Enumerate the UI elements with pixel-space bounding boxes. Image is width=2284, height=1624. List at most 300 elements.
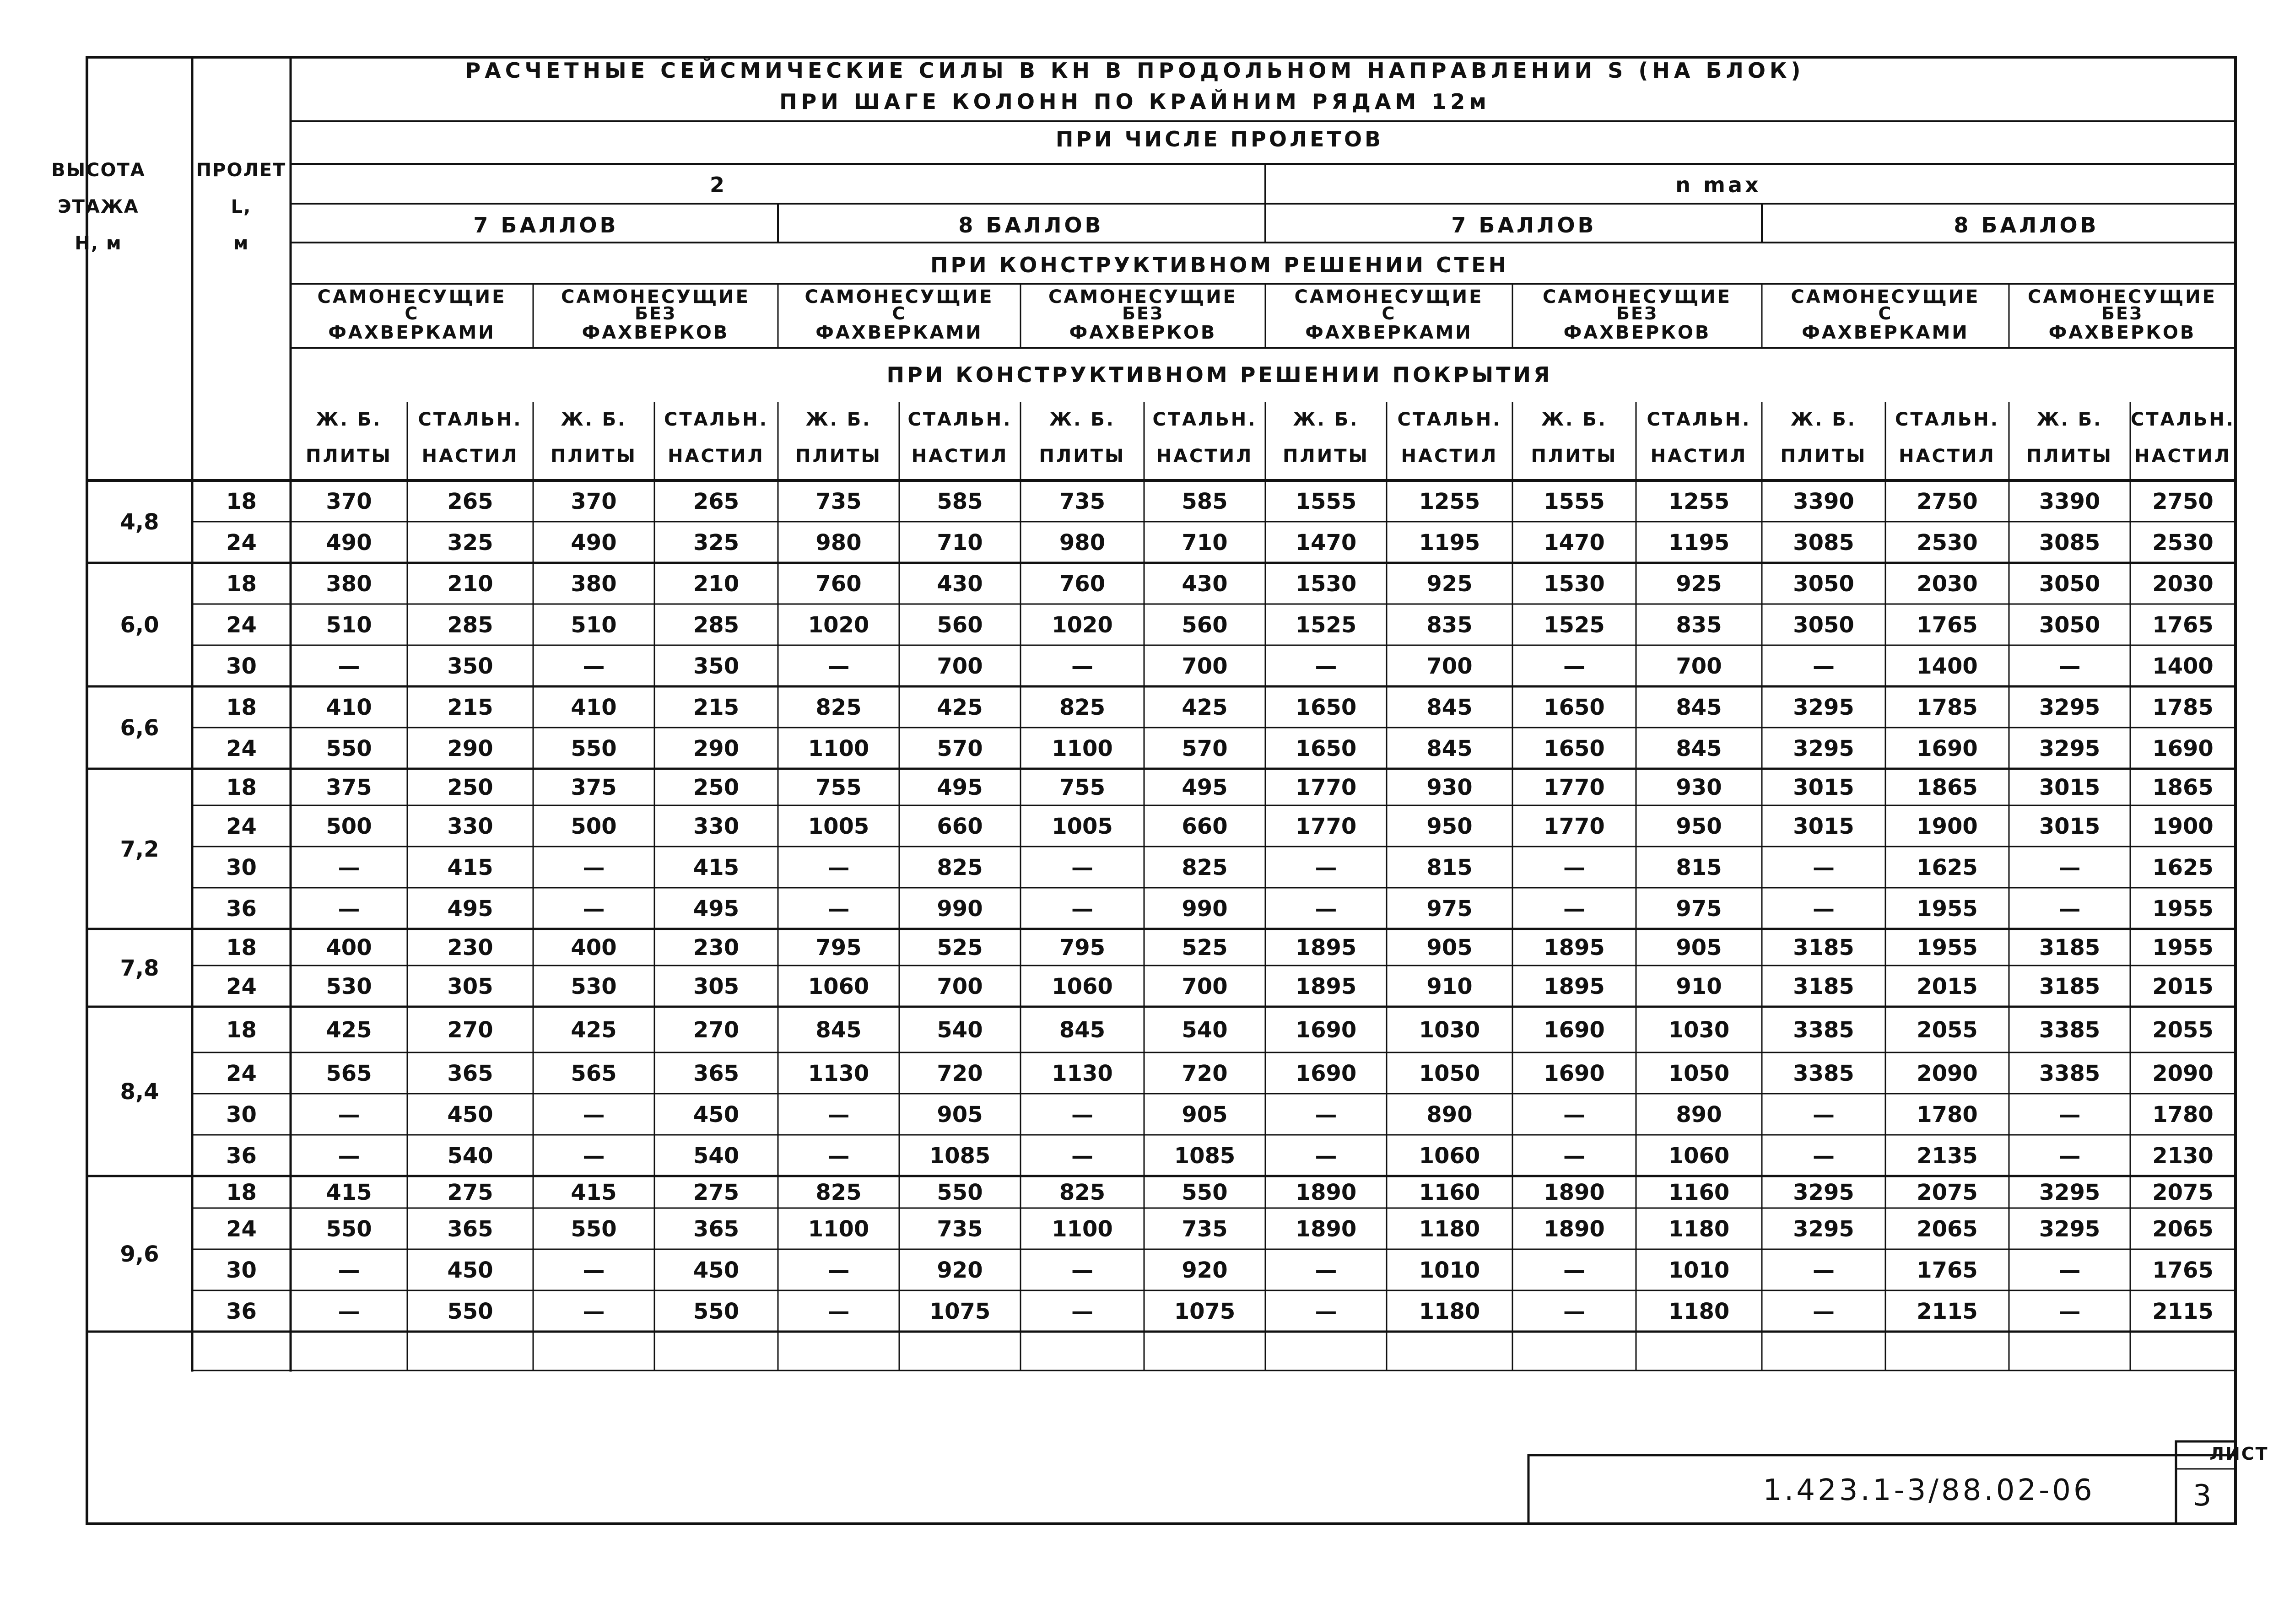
table-cell: 1900: [1917, 814, 1978, 839]
table-cell: 1890: [1295, 1180, 1357, 1205]
table-cell: 1765: [2152, 612, 2214, 638]
table-cell: 710: [937, 530, 983, 556]
roof-type-sublabel: НАСТИЛ: [1401, 446, 1498, 467]
table-cell: —: [1071, 1299, 1093, 1324]
table-cell: 795: [815, 935, 862, 960]
table-cell: 425: [937, 695, 983, 720]
table-cell: 905: [1676, 935, 1722, 960]
table-cell: 230: [447, 935, 493, 960]
table-cell: 920: [937, 1257, 983, 1283]
table-cell: 825: [1059, 1180, 1106, 1205]
table-cell: 2055: [2152, 1017, 2214, 1043]
table-cell: 735: [1182, 1216, 1228, 1242]
span-value: 36: [226, 896, 257, 922]
table-cell: —: [1563, 1143, 1585, 1169]
table-cell: 585: [937, 489, 983, 514]
drawing-code: 1.423.1-3/88.02-06: [1763, 1473, 2095, 1507]
table-cell: 540: [1182, 1017, 1228, 1043]
table-cell: —: [2058, 1257, 2081, 1283]
table-cell: 2530: [1917, 530, 1978, 556]
table-cell: 815: [1676, 855, 1722, 880]
table-cell: 415: [447, 855, 493, 880]
table-cell: 375: [571, 775, 617, 800]
table-cell: 760: [815, 571, 862, 597]
table-cell: 3185: [2039, 974, 2100, 999]
roof-type-sublabel: ПЛИТЫ: [1780, 446, 1867, 467]
wall-type-title: САМОНЕСУЩИЕ: [1791, 286, 1980, 308]
table-cell: 305: [693, 974, 740, 999]
table-cell: 1060: [1668, 1143, 1730, 1169]
span-value: 18: [226, 1180, 257, 1205]
table-cell: 845: [1426, 695, 1473, 720]
table-cell: —: [583, 1102, 605, 1128]
table-cell: —: [1813, 1257, 1835, 1283]
table-cell: 1010: [1668, 1257, 1730, 1283]
table-cell: 1765: [1917, 1257, 1978, 1283]
table-cell: 700: [1182, 653, 1228, 679]
table-cell: 1060: [1419, 1143, 1480, 1169]
span-value: 18: [226, 489, 257, 514]
span-header-line2: L,: [231, 196, 252, 217]
wall-type-framing: ФАХВЕРКОВ: [1069, 322, 1217, 343]
table-cell: 3185: [2039, 935, 2100, 960]
table-cell: 845: [1676, 736, 1722, 761]
table-cell: 2075: [1917, 1180, 1978, 1205]
table-cell: 1030: [1419, 1017, 1480, 1043]
table-cell: —: [1315, 855, 1337, 880]
table-cell: 415: [693, 855, 740, 880]
span-value: 18: [226, 775, 257, 800]
table-cell: 3085: [2039, 530, 2100, 556]
table-cell: 1650: [1295, 736, 1357, 761]
table-cell: 550: [1182, 1180, 1228, 1205]
table-cell: 365: [447, 1216, 493, 1242]
table-cell: 550: [326, 1216, 372, 1242]
table-cell: 450: [693, 1102, 740, 1128]
table-cell: —: [827, 653, 850, 679]
table-cell: 1005: [808, 814, 869, 839]
table-cell: 825: [815, 1180, 862, 1205]
table-cell: 1650: [1295, 695, 1357, 720]
table-cell: 375: [326, 775, 372, 800]
table-cell: 500: [571, 814, 617, 839]
roof-type-sublabel: ПЛИТЫ: [306, 446, 392, 467]
table-cell: 795: [1059, 935, 1106, 960]
table-cell: 890: [1676, 1102, 1722, 1128]
table-cell: 425: [326, 1017, 372, 1043]
table-cell: 2030: [1917, 571, 1978, 597]
table-cell: 980: [1059, 530, 1106, 556]
table-cell: 2130: [2152, 1143, 2214, 1169]
table-cell: 735: [815, 489, 862, 514]
table-cell: 1100: [808, 736, 869, 761]
table-cell: 380: [326, 571, 372, 597]
table-cell: —: [827, 855, 850, 880]
span-value: 18: [226, 1017, 257, 1043]
table-cell: —: [1563, 896, 1585, 922]
table-cell: 720: [937, 1061, 983, 1086]
table-cell: 3185: [1793, 974, 1854, 999]
roof-type-label: СТАЛЬН.: [664, 409, 768, 430]
table-cell: 950: [1426, 814, 1473, 839]
roof-type-sublabel: НАСТИЛ: [2134, 446, 2231, 467]
table-cell: 490: [571, 530, 617, 556]
table-cell: 1895: [1295, 974, 1357, 999]
table-cell: 550: [937, 1180, 983, 1205]
table-cell: 3015: [1793, 814, 1854, 839]
height-value: 4,8: [120, 509, 159, 535]
table-cell: 1010: [1419, 1257, 1480, 1283]
table-cell: 735: [937, 1216, 983, 1242]
table-cell: 1690: [1917, 736, 1978, 761]
table-body: [120, 489, 2213, 1324]
table-cell: 1785: [1917, 695, 1978, 720]
table-cell: —: [1071, 855, 1093, 880]
table-cell: 210: [693, 571, 740, 597]
span-value: 24: [226, 530, 257, 556]
table-cell: —: [1563, 1102, 1585, 1128]
table-cell: —: [1563, 653, 1585, 679]
table-cell: 1765: [2152, 1257, 2214, 1283]
roof-type-sublabel: НАСТИЛ: [1650, 446, 1748, 467]
table-cell: 3390: [2039, 489, 2100, 514]
table-cell: 1890: [1544, 1216, 1605, 1242]
table-cell: —: [1071, 653, 1093, 679]
table-cell: —: [2058, 1299, 2081, 1324]
span-value: 24: [226, 612, 257, 638]
table-cell: 700: [937, 974, 983, 999]
table-cell: 1770: [1295, 814, 1357, 839]
table-cell: 540: [447, 1143, 493, 1169]
table-cell: 330: [693, 814, 740, 839]
table-cell: 1690: [1544, 1017, 1605, 1043]
table-cell: 265: [693, 489, 740, 514]
table-cell: 980: [815, 530, 862, 556]
table-cell: 3295: [2039, 736, 2100, 761]
table-cell: 250: [447, 775, 493, 800]
table-cell: 905: [1182, 1102, 1228, 1128]
intensity-8-group-nmax: 8 БАЛЛОВ: [1954, 213, 2099, 237]
table-cell: 1470: [1544, 530, 1605, 556]
roof-type-label: Ж. Б.: [805, 409, 872, 430]
table-cell: —: [827, 1299, 850, 1324]
table-cell: 700: [1426, 653, 1473, 679]
table-cell: 525: [937, 935, 983, 960]
roof-type-sublabel: ПЛИТЫ: [1283, 446, 1369, 467]
table-cell: 450: [693, 1257, 740, 1283]
roof-type-sublabel: ПЛИТЫ: [1039, 446, 1126, 467]
wall-type-preposition: С: [405, 303, 419, 324]
wall-type-title: САМОНЕСУЩИЕ: [317, 286, 507, 308]
table-cell: 495: [937, 775, 983, 800]
wall-type-title: САМОНЕСУЩИЕ: [805, 286, 994, 308]
table-cell: 3385: [1793, 1017, 1854, 1043]
table-cell: 1690: [1295, 1061, 1357, 1086]
table-cell: 2090: [1917, 1061, 1978, 1086]
table-cell: 700: [937, 653, 983, 679]
table-cell: 925: [1426, 571, 1473, 597]
wall-type-framing: ФАХВЕРКАМИ: [815, 322, 983, 343]
table-cell: 1020: [1052, 612, 1113, 638]
table-cell: 1030: [1668, 1017, 1730, 1043]
table-cell: —: [827, 1143, 850, 1169]
table-cell: 1690: [1295, 1017, 1357, 1043]
table-cell: 920: [1182, 1257, 1228, 1283]
table-cell: 1530: [1295, 571, 1357, 597]
table-cell: 450: [447, 1102, 493, 1128]
table-cell: 975: [1676, 896, 1722, 922]
span-group-nmax: n max: [1675, 173, 1761, 197]
table-cell: 3050: [1793, 571, 1854, 597]
height-header-line1: ВЫСОТА: [51, 160, 146, 181]
table-cell: 2015: [2152, 974, 2214, 999]
table-cell: 1060: [1052, 974, 1113, 999]
table-cell: —: [1813, 1102, 1835, 1128]
table-cell: 755: [1059, 775, 1106, 800]
table-cell: 3015: [2039, 814, 2100, 839]
table-cell: 210: [447, 571, 493, 597]
table-cell: 3295: [1793, 1216, 1854, 1242]
roof-type-label: Ж. Б.: [1541, 409, 1607, 430]
table-title-line1: РАСЧЕТНЫЕ СЕЙСМИЧЕСКИЕ СИЛЫ В КН В ПРОДОЛЬНОМ НАПРАВЛЕНИИ S (НА БЛОК): [465, 58, 1805, 83]
table-cell: 1900: [2152, 814, 2214, 839]
span-value: 24: [226, 814, 257, 839]
table-cell: 3295: [2039, 695, 2100, 720]
table-cell: 570: [1182, 736, 1228, 761]
table-cell: 755: [815, 775, 862, 800]
table-cell: 1075: [1174, 1299, 1236, 1324]
roof-type-sublabel: ПЛИТЫ: [2026, 446, 2113, 467]
table-cell: —: [1315, 653, 1337, 679]
table-cell: 540: [937, 1017, 983, 1043]
table-cell: 450: [447, 1257, 493, 1283]
table-cell: 415: [326, 1180, 372, 1205]
spans-heading: ПРИ ЧИСЛЕ ПРОЛЕТОВ: [1055, 127, 1384, 151]
wall-type-framing: ФАХВЕРКОВ: [1563, 322, 1711, 343]
table-cell: 550: [447, 1299, 493, 1324]
table-cell: 550: [571, 1216, 617, 1242]
table-cell: 1955: [1917, 896, 1978, 922]
roof-type-label: СТАЛЬН.: [2131, 409, 2235, 430]
table-cell: 410: [326, 695, 372, 720]
table-cell: 2115: [1917, 1299, 1978, 1324]
intensity-7-group-2: 7 БАЛЛОВ: [473, 213, 619, 237]
span-value: 24: [226, 1216, 257, 1242]
table-cell: 1555: [1544, 489, 1605, 514]
table-cell: 1005: [1052, 814, 1113, 839]
table-cell: 2015: [1917, 974, 1978, 999]
table-cell: 1890: [1295, 1216, 1357, 1242]
table-cell: 990: [937, 896, 983, 922]
span-value: 30: [226, 855, 257, 880]
table-cell: 845: [1676, 695, 1722, 720]
table-cell: —: [2058, 1143, 2081, 1169]
table-cell: —: [338, 1102, 360, 1128]
table-cell: 1075: [929, 1299, 991, 1324]
table-cell: —: [1813, 1143, 1835, 1169]
height-header-line2: ЭТАЖА: [58, 196, 139, 217]
table-cell: 1895: [1544, 935, 1605, 960]
table-cell: —: [1071, 896, 1093, 922]
table-cell: —: [338, 1143, 360, 1169]
table-cell: 1895: [1295, 935, 1357, 960]
table-cell: 1180: [1668, 1216, 1730, 1242]
sheet-label: ЛИСТ: [2209, 1444, 2269, 1464]
table-cell: 565: [571, 1061, 617, 1086]
table-cell: —: [338, 1257, 360, 1283]
table-cell: —: [2058, 653, 2081, 679]
table-cell: 1470: [1295, 530, 1357, 556]
table-cell: —: [583, 653, 605, 679]
span-value: 30: [226, 653, 257, 679]
table-cell: 530: [571, 974, 617, 999]
roof-type-sublabel: НАСТИЛ: [1156, 446, 1253, 467]
table-cell: 1020: [808, 612, 869, 638]
table-cell: 3295: [2039, 1180, 2100, 1205]
table-cell: 845: [815, 1017, 862, 1043]
table-cell: —: [827, 1257, 850, 1283]
table-cell: 270: [447, 1017, 493, 1043]
table-cell: 890: [1426, 1102, 1473, 1128]
table-cell: 275: [693, 1180, 740, 1205]
table-cell: 910: [1676, 974, 1722, 999]
table-cell: 1690: [2152, 736, 2214, 761]
height-value: 7,8: [120, 955, 159, 981]
table-cell: 760: [1059, 571, 1106, 597]
table-cell: —: [1315, 896, 1337, 922]
table-cell: 835: [1426, 612, 1473, 638]
table-cell: 2075: [2152, 1180, 2214, 1205]
table-cell: 350: [447, 653, 493, 679]
roof-type-label: Ж. Б.: [1791, 409, 1857, 430]
table-cell: 510: [571, 612, 617, 638]
table-cell: 700: [1182, 974, 1228, 999]
table-cell: 1895: [1544, 974, 1605, 999]
table-cell: 325: [447, 530, 493, 556]
table-cell: 1690: [1544, 1061, 1605, 1086]
table-cell: 330: [447, 814, 493, 839]
table-cell: 1180: [1668, 1299, 1730, 1324]
roof-type-sublabel: ПЛИТЫ: [551, 446, 637, 467]
span-group-2: 2: [709, 173, 728, 197]
table-cell: 845: [1059, 1017, 1106, 1043]
table-cell: 3085: [1793, 530, 1854, 556]
table-cell: 1100: [1052, 736, 1113, 761]
table-cell: 495: [693, 896, 740, 922]
table-cell: 570: [937, 736, 983, 761]
wall-type-preposition: С: [1878, 303, 1893, 324]
table-cell: —: [827, 1102, 850, 1128]
table-cell: 500: [326, 814, 372, 839]
table-cell: 3385: [1793, 1061, 1854, 1086]
table-cell: 425: [1182, 695, 1228, 720]
table-cell: 1650: [1544, 736, 1605, 761]
table-cell: 710: [1182, 530, 1228, 556]
walls-heading: ПРИ КОНСТРУКТИВНОМ РЕШЕНИИ СТЕН: [930, 253, 1509, 277]
intensity-7-group-nmax: 7 БАЛЛОВ: [1451, 213, 1597, 237]
table-cell: 1255: [1668, 489, 1730, 514]
table-cell: 1400: [1917, 653, 1978, 679]
roof-type-label: Ж. Б.: [2036, 409, 2103, 430]
table-cell: 930: [1426, 775, 1473, 800]
table-cell: 365: [693, 1061, 740, 1086]
table-cell: 1050: [1419, 1061, 1480, 1086]
table-cell: —: [583, 896, 605, 922]
table-cell: 990: [1182, 896, 1228, 922]
table-cell: 510: [326, 612, 372, 638]
table-cell: —: [1315, 1299, 1337, 1324]
wall-type-framing: ФАХВЕРКАМИ: [1802, 322, 1969, 343]
table-cell: —: [1315, 1102, 1337, 1128]
table-cell: 825: [1059, 695, 1106, 720]
table-cell: —: [583, 1143, 605, 1169]
table-cell: 550: [571, 736, 617, 761]
wall-type-preposition: С: [1382, 303, 1396, 324]
table-cell: 1955: [2152, 935, 2214, 960]
table-cell: 530: [326, 974, 372, 999]
table-cell: 305: [447, 974, 493, 999]
table-cell: 1955: [2152, 896, 2214, 922]
table-cell: 1770: [1544, 814, 1605, 839]
table-cell: 815: [1426, 855, 1473, 880]
table-cell: —: [1071, 1143, 1093, 1169]
table-cell: 1625: [2152, 855, 2214, 880]
roof-type-label: Ж. Б.: [561, 409, 627, 430]
table-cell: 540: [693, 1143, 740, 1169]
sheet-number: 3: [2192, 1479, 2214, 1513]
table-cell: 2135: [1917, 1143, 1978, 1169]
table-cell: 1765: [1917, 612, 1978, 638]
table-cell: 1780: [1917, 1102, 1978, 1128]
roof-type-headers: [306, 409, 2235, 467]
span-header-line1: ПРОЛЕТ: [196, 160, 286, 181]
roof-type-label: СТАЛЬН.: [1895, 409, 1999, 430]
table-cell: —: [827, 896, 850, 922]
table-cell: —: [2058, 1102, 2081, 1128]
table-cell: 1180: [1419, 1216, 1480, 1242]
table-cell: 825: [937, 855, 983, 880]
table-cell: 720: [1182, 1061, 1228, 1086]
wall-type-framing: ФАХВЕРКАМИ: [328, 322, 496, 343]
table-cell: —: [1315, 1257, 1337, 1283]
table-cell: 490: [326, 530, 372, 556]
table-cell: 2065: [2152, 1216, 2214, 1242]
table-cell: 2750: [1917, 489, 1978, 514]
height-value: 8,4: [120, 1079, 159, 1105]
span-value: 18: [226, 695, 257, 720]
table-cell: 270: [693, 1017, 740, 1043]
table-cell: 910: [1426, 974, 1473, 999]
table-cell: —: [1813, 1299, 1835, 1324]
height-value: 6,6: [120, 715, 159, 741]
roof-type-label: СТАЛЬН.: [1397, 409, 1502, 430]
table-cell: —: [1071, 1257, 1093, 1283]
table-cell: —: [583, 855, 605, 880]
table-cell: 430: [1182, 571, 1228, 597]
table-cell: —: [583, 1299, 605, 1324]
table-cell: 3295: [1793, 736, 1854, 761]
roof-type-sublabel: ПЛИТЫ: [795, 446, 882, 467]
span-value: 18: [226, 571, 257, 597]
roof-type-sublabel: ПЛИТЫ: [1531, 446, 1618, 467]
table-cell: 735: [1059, 489, 1106, 514]
wall-type-title: САМОНЕСУЩИЕ: [1294, 286, 1484, 308]
table-cell: 1085: [1174, 1143, 1236, 1169]
table-cell: 3385: [2039, 1061, 2100, 1086]
table-cell: 660: [937, 814, 983, 839]
table-cell: 285: [693, 612, 740, 638]
table-cell: 1100: [1052, 1216, 1113, 1242]
